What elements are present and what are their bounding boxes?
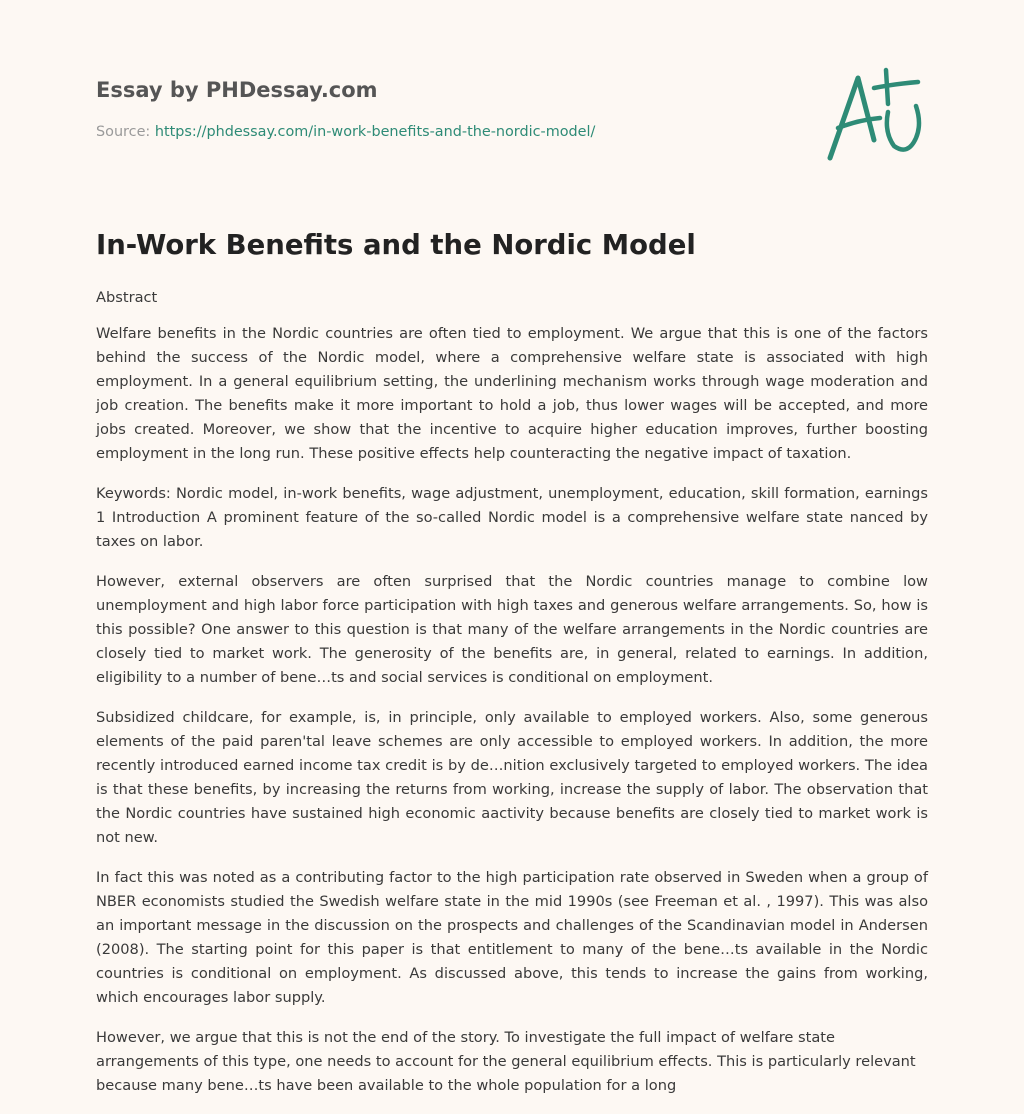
essay-content [96,228,928,1114]
essay-title: In-Work Benefits and the Nordic Model [96,229,696,261]
essay-paragraph: However, external observers are often surprised that the Nordic countries manage to combine low unemployment and high labor force participation with high taxes and generous welfare arrangements. So, how is this possible? One answer to this question is that many of the welfare arrangements in the Nordic countries are closely tied to market work. The generosity of the benefits are, in general, related to earnings. In addition, eligibility to a number of bene…ts and social services is conditional on employment. [96,573,928,686]
essay-paragraph: However, we argue that this is not the end of the story. To investigate the full impact of welfare state arrangements of this type, one needs to account for the general equilibrium eﬀects. This is particularly relevant because many bene…ts have been available to the whole population for a long [96,1029,916,1094]
a-plus-grade-icon [818,66,930,166]
essay-paragraph: Keywords: Nordic model, in-work benefits, wage adjustment, unemployment, education, skill formation, earnings 1 Introduction A prominent feature of the so-called Nordic model is a comprehensive welfare state nanced by taxes on labor. [96,485,928,550]
essay-header [96,76,696,142]
abstract-label: Abstract [96,289,158,306]
essay-paragraph: Welfare benefits in the Nordic countries are often tied to employment. We argue that this is one of the factors behind the success of the Nordic model, where a comprehensive welfare state is associated with high employment. In a general equilibrium setting, the underlining mechanism works through wage moderation and job creation. The benefits make it more important to hold a job, thus lower wages will be accepted, and more jobs created. Moreover, we show that the incentive to acquire higher education improves, further boosting employment in the long run. These positive eﬀects help counteracting the negative impact of taxation. [96,325,928,462]
essay-paragraph: Subsidized childcare, for example, is, in principle, only available to employed workers. Also, some generous elements of the paid paren'tal leave schemes are only accessible to employed workers. In addition, the more recently introduced earned income tax credit is by de…nition exclusively targeted to employed workers. The idea is that these benefits, by increasing the returns from working, increase the supply of labor. The observation that the Nordic countries have sustained high economic aactivity because benefits are closely tied to market work is not new. [96,709,928,846]
source-line [96,122,696,142]
essay-paragraph: In fact this was noted as a contributing factor to the high participation rate observed in Sweden when a group of NBER economists studied the Swedish welfare state in the mid 1990s (see Freeman et al. , 1997). This was also an important message in the discussion on the prospects and challenges of the Scandinavian model in Andersen (2008). The starting point for this paper is that entitlement to many of the bene…ts available in the Nordic countries is conditional on employment. As discussed above, this tends to increase the gains from working, which encourages labor supply. [96,869,928,1006]
source-label: Source: [96,124,151,140]
source-link[interactable]: https://phdessay.com/in-work-benefits-and-the-nordic-model/ [154,124,596,140]
site-brand: Essay by PHDessay.com [96,78,378,102]
